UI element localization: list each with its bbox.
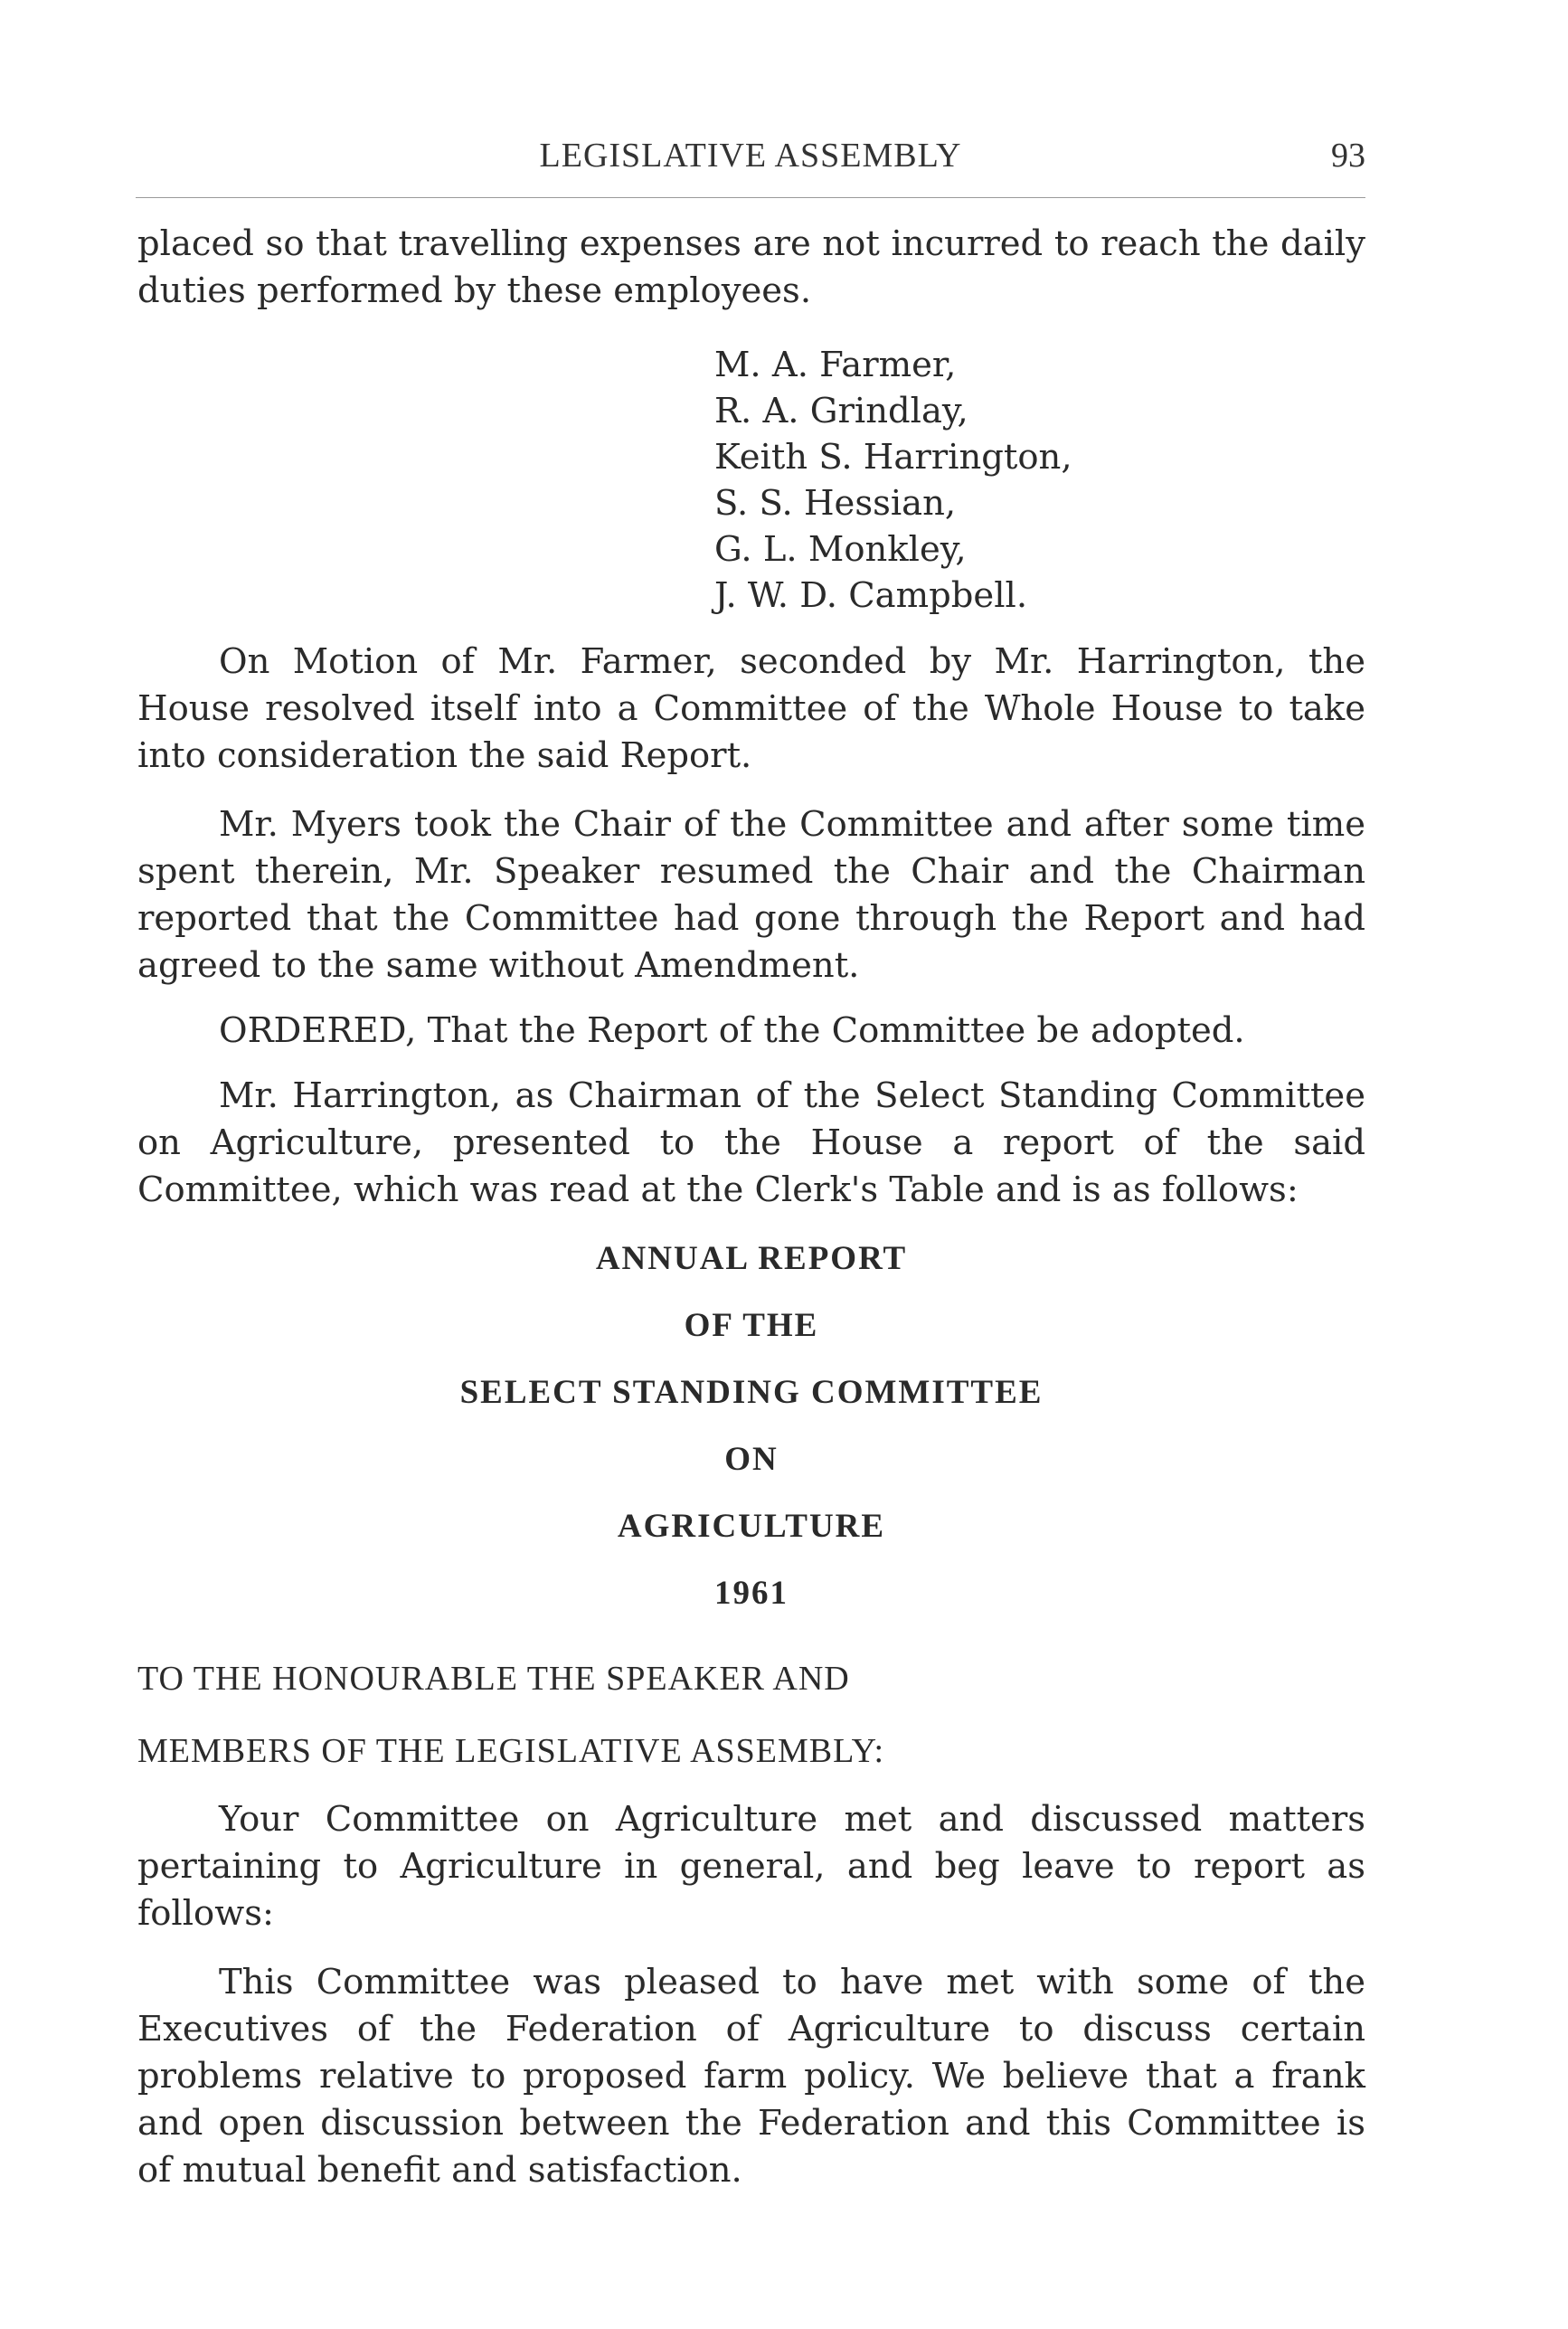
report-paragraph: Your Committee on Agriculture met and discussed matters pertaining to Agriculture in general, and beg leave to report as follows: (137, 1799, 1365, 1934)
report-heading-line: SELECT STANDING COMMITTEE (459, 1374, 1044, 1411)
signatory: G. L. Monkley, (714, 529, 967, 570)
paragraph-presentation: Mr. Harrington, as Chairman of the Select Standing Committee on Agriculture, presented to the House a report of the said Committee, which was read at the Clerk's Table and is as follows: (137, 1075, 1365, 1210)
signatory: Keith S. Harrington, (714, 437, 1072, 478)
report-heading-line: AGRICULTURE (617, 1508, 886, 1545)
signatory: S. S. Hessian, (714, 483, 957, 524)
signatory: R. A. Grindlay, (714, 391, 968, 431)
page-number: 93 (1331, 137, 1365, 175)
page-body (137, 221, 1365, 2194)
signatory: M. A. Farmer, (714, 345, 957, 385)
signatory: J. W. D. Campbell. (714, 575, 1028, 616)
header-rule (136, 197, 1365, 198)
running-title: LEGISLATIVE ASSEMBLY (539, 137, 962, 175)
report-heading-line: ON (724, 1441, 779, 1478)
report-heading-year: 1961 (714, 1575, 789, 1612)
address-line: MEMBERS OF THE LEGISLATIVE ASSEMBLY: (137, 1732, 885, 1770)
paragraph-ordered: ORDERED, That the Report of the Committee be adopted. (219, 1010, 1245, 1051)
report-heading-line: ANNUAL REPORT (595, 1240, 908, 1277)
paragraph-motion: On Motion of Mr. Farmer, seconded by Mr. Harrington, the House resolved itself into a Committee of the Whole House to take into consideration the said Report. (137, 641, 1365, 776)
report-paragraph: This Committee was pleased to have met with some of the Executives of the Federation of Agriculture to discuss certain problems relative to proposed farm policy. We believe that a frank and open discussion between the Federation and this Committee is of mutual benefit and satisfaction. (137, 1962, 1365, 2191)
paragraph-committee: Mr. Myers took the Chair of the Committee and after some time spent therein, Mr. Speaker resumed the Chair and the Chairman reported that the Committee had gone through the Report and had agreed to the same without Amendment. (137, 804, 1365, 986)
paragraph-continuation: placed so that travelling expenses are not incurred to reach the daily duties performed by these employees. (137, 223, 1365, 311)
signature-block (714, 342, 1365, 619)
page-header (136, 136, 1365, 190)
address-line: TO THE HONOURABLE THE SPEAKER AND (137, 1660, 850, 1698)
report-heading-line: OF THE (684, 1307, 819, 1344)
